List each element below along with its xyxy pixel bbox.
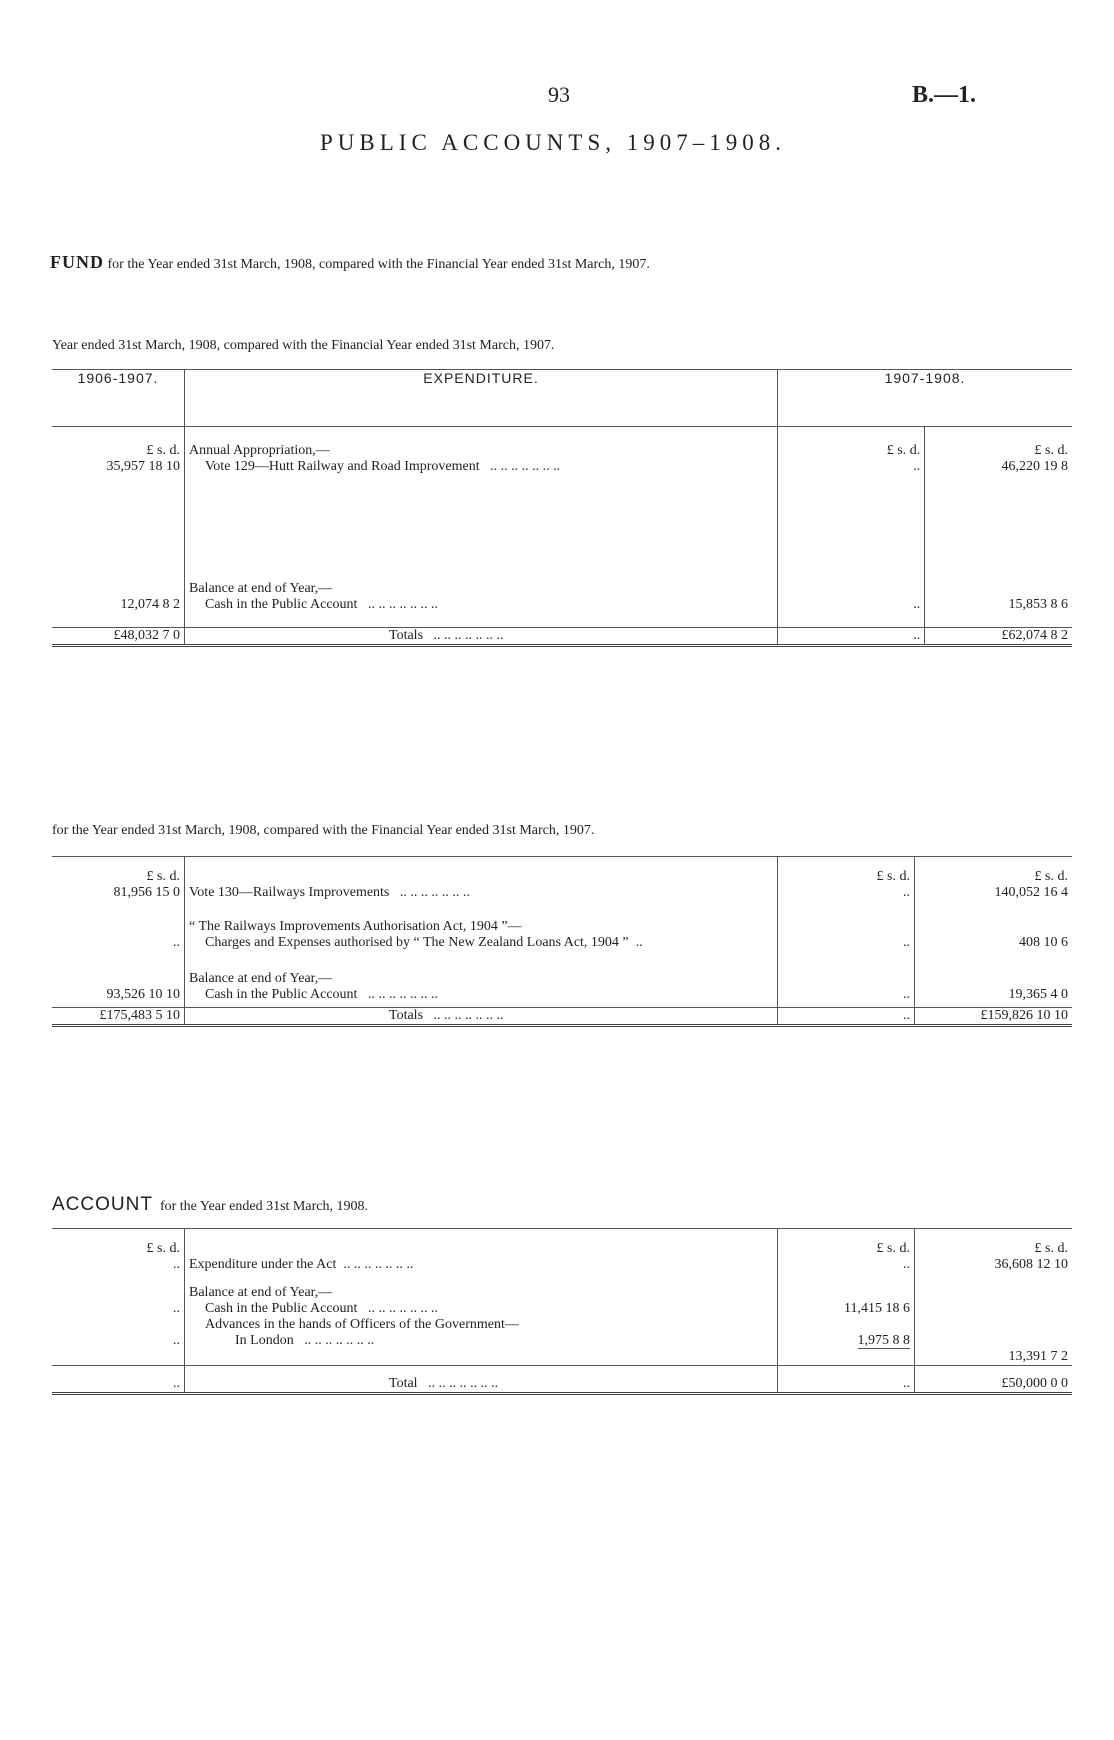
cash-label: Cash in the Public Account (205, 987, 358, 1002)
dots: .. (913, 459, 921, 474)
section1-col-expenditure: EXPENDITURE. (185, 370, 778, 427)
dot-leader: .. .. .. .. .. .. .. (433, 1008, 504, 1023)
units-label: £ s. d. (1034, 1241, 1068, 1256)
dot-leader: .. .. .. .. .. .. .. (367, 597, 438, 612)
vote-130-prev: 81,956 15 0 (113, 885, 180, 900)
totals-prev: £48,032 7 0 (52, 628, 185, 646)
dot-leader: .. .. .. .. .. .. .. (433, 628, 504, 643)
vote-129-curr: 46,220 19 8 (1001, 459, 1068, 474)
units-label: £ s. d. (146, 869, 180, 884)
dot-leader: .. .. .. .. .. .. .. (343, 1257, 414, 1272)
vote-130-label: Vote 130—Railways Improvements (189, 885, 390, 900)
units-label: £ s. d. (886, 443, 921, 458)
dots: .. (635, 935, 643, 950)
london-label: In London (235, 1333, 294, 1348)
dot-leader: .. .. .. .. .. .. .. (428, 1376, 499, 1391)
totals-label: Totals (389, 628, 424, 643)
expenditure-curr: 36,608 12 10 (994, 1257, 1068, 1272)
cash-curr: 19,365 4 0 (1008, 987, 1068, 1002)
units-label: £ s. d. (146, 1241, 180, 1256)
dots: .. (903, 885, 910, 900)
page-number: 93 (548, 82, 570, 107)
cash-prev: 12,074 8 2 (120, 597, 180, 612)
total-label: Total (389, 1376, 418, 1391)
section2-caption: for the Year ended 31st March, 1908, compared with the Financial Year ended 31st March, 1907. (52, 823, 595, 838)
dot-leader: .. .. .. .. .. .. .. (490, 459, 561, 474)
dots: .. (778, 1008, 915, 1026)
vote-130-curr: 140,052 16 4 (994, 885, 1068, 900)
total-curr: £50,000 0 0 (915, 1366, 1073, 1394)
units-label: £ s. d. (1034, 869, 1068, 884)
units-label: £ s. d. (1034, 443, 1068, 458)
section1-col-prev: 1906-1907. (52, 370, 185, 427)
dots: .. (778, 628, 925, 646)
cash-prev: 93,526 10 10 (106, 987, 180, 1002)
dots: .. (913, 597, 921, 612)
dots: .. (173, 1301, 180, 1316)
balance-heading: Balance at end of Year,— (189, 971, 333, 986)
expenditure-label: Expenditure under the Act (189, 1257, 337, 1272)
appropriation-heading: Annual Appropriation,— (189, 443, 330, 458)
totals-curr: £62,074 8 2 (925, 628, 1072, 646)
act-heading: “ The Railways Improvements Authorisation Act, 1904 ”— (189, 919, 522, 934)
balance-heading: Balance at end of Year,— (189, 581, 333, 596)
dots: .. (903, 987, 910, 1002)
section3-table (52, 1228, 1072, 1395)
totals-curr: £159,826 10 10 (915, 1008, 1073, 1026)
fund-caption-text: for the Year ended 31st March, 1908, compared with the Financial Year ended 31st March, 1907. (107, 257, 650, 272)
cash-label: Cash in the Public Account (205, 597, 358, 612)
dot-leader: .. .. .. .. .. .. .. (367, 987, 438, 1002)
fund-caption-lead: FUND (50, 252, 104, 272)
section2-table (52, 856, 1072, 1027)
units-label: £ s. d. (146, 443, 180, 458)
cash-sub: 11,415 18 6 (844, 1301, 910, 1316)
vote-129-label: Vote 129—Hutt Railway and Road Improvement (205, 459, 480, 474)
section3-caption (52, 1194, 368, 1216)
dots: .. (173, 1333, 180, 1348)
fund-caption (50, 252, 650, 273)
section3-caption-lead: ACCOUNT (52, 1194, 153, 1215)
cash-label: Cash in the Public Account (205, 1301, 358, 1316)
units-label: £ s. d. (876, 1241, 910, 1256)
document-reference: B.—1. (912, 82, 977, 108)
balance-heading: Balance at end of Year,— (189, 1285, 333, 1300)
section1-col-curr: 1907-1908. (778, 370, 1073, 427)
dot-leader: .. .. .. .. .. .. .. (304, 1333, 375, 1348)
charges-label: Charges and Expenses authorised by “ The New Zealand Loans Act, 1904 ” (205, 935, 629, 950)
balance-total: 13,391 7 2 (1008, 1349, 1068, 1364)
section1-caption: Year ended 31st March, 1908, compared with the Financial Year ended 31st March, 1907. (52, 338, 555, 353)
vote-129-prev: 35,957 18 10 (106, 459, 180, 474)
dots: .. (903, 935, 910, 950)
advances-heading: Advances in the hands of Officers of the Government— (205, 1317, 519, 1332)
dots: .. (778, 1366, 915, 1394)
dots: .. (903, 1257, 910, 1272)
dot-leader: .. .. .. .. .. .. .. (399, 885, 470, 900)
totals-label: Totals (389, 1008, 424, 1023)
london-sub: 1,975 8 8 (857, 1333, 910, 1348)
cash-curr: 15,853 8 6 (1008, 597, 1068, 612)
dots: .. (173, 1257, 180, 1272)
section3-caption-text: for the Year ended 31st March, 1908. (159, 1199, 368, 1214)
section1-table (52, 369, 1072, 647)
dots: .. (173, 935, 180, 950)
page-title: PUBLIC ACCOUNTS, 1907–1908. (320, 130, 786, 155)
dot-leader: .. .. .. .. .. .. .. (367, 1301, 438, 1316)
units-label: £ s. d. (876, 869, 910, 884)
totals-prev: £175,483 5 10 (52, 1008, 185, 1026)
charges-curr: 408 10 6 (1019, 935, 1068, 950)
dots: .. (52, 1366, 185, 1394)
